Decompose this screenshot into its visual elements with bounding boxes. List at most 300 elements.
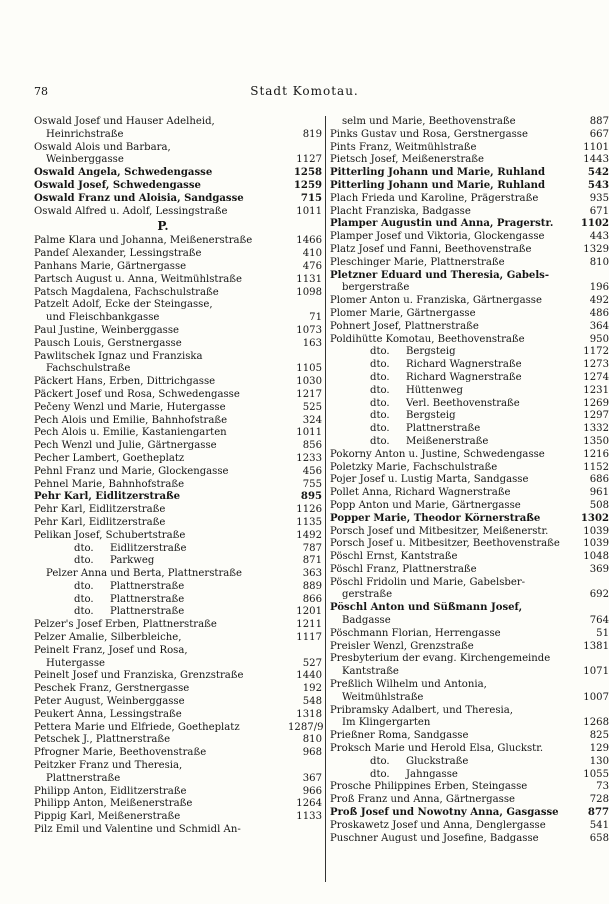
entry-name: Pecher Lambert, Goetheplatz (34, 452, 185, 464)
entry-name: Päckert Hans, Erben, Dittrichgasse (34, 376, 216, 388)
ditto-mark: dto. (370, 423, 390, 435)
entry-name: Poldihütte Komotau, Beethovenstraße (330, 333, 525, 345)
entry-name: Proskawetz Josef und Anna, Denglergasse (330, 819, 546, 831)
entry-name: Pech Alois u. Emilie, Kastaniengarten (34, 427, 227, 439)
house-number: 456 (302, 465, 322, 477)
entry-name: dto. Eidlitzerstraße (74, 542, 187, 554)
house-number: 1350 (583, 435, 609, 447)
section-letter: P. (157, 219, 169, 234)
directory-entry (34, 351, 322, 364)
entry-name: Plach Frieda und Karoline, Prägerstraße (330, 192, 539, 204)
directory-entry (34, 734, 322, 747)
entry-name: dto. Gluckstraße (370, 755, 469, 767)
directory-entry (330, 180, 609, 193)
entry-name: Pojer Josef u. Lustig Marta, Sandgasse (330, 474, 529, 486)
entry-name: Peukert Anna, Lessingstraße (34, 708, 182, 720)
directory-entry (34, 773, 322, 786)
house-number: 196 (589, 282, 609, 294)
directory-entry (34, 312, 322, 325)
column-divider (325, 116, 326, 882)
ditto-mark: dto. (370, 371, 390, 383)
entry-name: Porsch Josef und Mitbesitzer, Meißenerstr. (330, 525, 549, 537)
entry-name: Pausch Louis, Gerstnergasse (34, 337, 182, 349)
directory-entry (330, 756, 609, 769)
entry-name: dto. Bergsteig (370, 346, 456, 358)
directory-entry (330, 244, 609, 257)
house-number: 1273 (583, 359, 609, 371)
directory-entry (330, 705, 609, 718)
directory-entry (330, 359, 609, 372)
house-number: 1011 (296, 205, 322, 217)
house-number: 764 (589, 615, 609, 627)
directory-entry (330, 154, 609, 167)
house-number: 324 (302, 414, 322, 426)
entry-name: Pfrogner Marie, Beethovenstraße (34, 747, 207, 759)
directory-entry (34, 466, 322, 479)
house-number: 1098 (296, 286, 322, 298)
house-number: 889 (302, 580, 322, 592)
entry-name: Weitmühlstraße (342, 691, 424, 703)
entry-name: Plamper Josef und Viktoria, Glockengasse (330, 231, 545, 243)
directory-entry (34, 786, 322, 799)
directory-entry (330, 820, 609, 833)
entry-name: dto. Jahngasse (370, 768, 458, 780)
directory-entry (330, 628, 609, 641)
entry-name: Porsch Josef u. Mitbesitzer, Beethovenstraße (330, 538, 560, 550)
directory-entry (330, 449, 609, 462)
directory-entry (330, 833, 609, 846)
directory-entry (330, 193, 609, 206)
directory-entry (34, 594, 322, 607)
directory-entry (34, 581, 322, 594)
ditto-mark: dto. (370, 346, 390, 358)
entry-name: Pleschinger Marie, Plattnerstraße (330, 256, 505, 268)
directory-entry (330, 666, 609, 679)
entry-name: Badgasse (342, 615, 391, 627)
directory-entry (34, 235, 322, 248)
house-number: 895 (300, 491, 322, 503)
house-number: 543 (587, 179, 609, 191)
directory-entry (34, 116, 322, 129)
house-number: 1172 (583, 346, 609, 358)
entry-name: Philipp Anton, Meißenerstraße (34, 798, 193, 810)
entry-name: Poletzky Marie, Fachschulstraße (330, 461, 498, 473)
entry-name: Pietsch Josef, Meißenerstraße (330, 154, 485, 166)
directory-entry (34, 427, 322, 440)
entry-name: Pinks Gustav und Rosa, Gerstnergasse (330, 128, 528, 140)
entry-name: Placht Franziska, Badgasse (330, 205, 471, 217)
entry-name: Proß Josef und Nowotny Anna, Gasgasse (330, 807, 559, 819)
directory-entry (34, 248, 322, 261)
directory-entry (330, 692, 609, 705)
house-number: 1264 (296, 798, 322, 810)
entry-name: dto. Plattnerstraße (74, 580, 185, 592)
directory-entry (34, 811, 322, 824)
directory-entry (330, 653, 609, 666)
directory-entry (34, 193, 322, 206)
house-number: 866 (302, 593, 322, 605)
directory-entry (330, 769, 609, 782)
house-number: 548 (302, 696, 322, 708)
house-number: 1055 (583, 768, 609, 780)
house-number: 1443 (583, 154, 609, 166)
house-number: 1105 (296, 363, 322, 375)
entry-name: Pelzer Anna und Berta, Plattnerstraße (46, 568, 243, 580)
directory-entry (34, 632, 322, 645)
directory-entry (34, 142, 322, 155)
house-number: 658 (589, 832, 609, 844)
ditto-mark: dto. (370, 435, 390, 447)
house-number: 1258 (293, 167, 322, 179)
directory-entry (34, 709, 322, 722)
house-number: 1201 (296, 606, 322, 618)
entry-name: Pelzer's Josef Erben, Plattnerstraße (34, 619, 217, 631)
entry-name: Preisler Wenzl, Grenzstraße (330, 640, 474, 652)
entry-name: Plamper Augustin und Anna, Pragerstr. (330, 218, 554, 230)
directory-entry (330, 321, 609, 334)
house-number: 1011 (296, 427, 322, 439)
entry-name: Pöschmann Florian, Herrengasse (330, 627, 501, 639)
house-number: 877 (587, 807, 609, 819)
entry-name: Oswald Franz und Aloisia, Sandgasse (34, 192, 244, 204)
house-number: 755 (302, 478, 322, 490)
house-number: 367 (302, 772, 322, 784)
entry-name: dto. Verl. Beethovenstraße (370, 397, 520, 409)
house-number: 1133 (296, 811, 322, 823)
directory-entry (34, 376, 322, 389)
ditto-mark: dto. (74, 542, 94, 554)
entry-name: selm und Marie, Beethovenstraße (342, 116, 516, 127)
directory-entry (330, 615, 609, 628)
ditto-mark: dto. (370, 755, 390, 767)
house-number: 887 (589, 116, 609, 127)
entry-name: Pehnel Marie, Bahnhofstraße (34, 478, 185, 490)
directory-entry (330, 589, 609, 602)
directory-entry (34, 555, 322, 568)
directory-entry (34, 658, 322, 671)
entry-name: dto. Hüttenweg (370, 384, 463, 396)
entry-name: dto. Plattnerstraße (370, 423, 481, 435)
directory-entry (330, 346, 609, 359)
ditto-mark: dto. (370, 410, 390, 422)
house-number: 1126 (296, 504, 322, 516)
directory-entry (330, 781, 609, 794)
directory-entry (34, 517, 322, 530)
entry-name: Pokorny Anton u. Justine, Schwedengasse (330, 448, 545, 460)
house-number: 51 (596, 627, 609, 639)
directory-entry (330, 436, 609, 449)
house-number: 810 (302, 734, 322, 746)
directory-entry (34, 287, 322, 300)
house-number: 968 (302, 747, 322, 759)
entry-name: Peschek Franz, Gerstnergasse (34, 683, 190, 695)
house-number: 508 (589, 499, 609, 511)
house-number: 728 (589, 794, 609, 806)
directory-entry (330, 206, 609, 219)
house-number: 1466 (296, 235, 322, 247)
directory-entry (34, 683, 322, 696)
ditto-mark: dto. (370, 359, 390, 371)
house-number: 871 (302, 555, 322, 567)
directory-entry (34, 154, 322, 167)
house-number: 1381 (583, 640, 609, 652)
right-column (330, 116, 609, 845)
house-number: 492 (589, 295, 609, 307)
directory-entry (330, 462, 609, 475)
directory-entry (330, 218, 609, 231)
house-number: 1329 (583, 243, 609, 255)
directory-entry (330, 116, 609, 129)
house-number: 129 (589, 743, 609, 755)
directory-entry (34, 760, 322, 773)
house-number: 819 (302, 128, 322, 140)
house-number: 525 (302, 401, 322, 413)
house-number: 1039 (583, 538, 609, 550)
house-number: 1217 (296, 388, 322, 400)
entry-name: Pints Franz, Weitmühlstraße (330, 141, 477, 153)
entry-name: Prießner Roma, Sandgasse (330, 730, 469, 742)
entry-name: Pöschl Anton und Süßmann Josef, (330, 602, 523, 614)
house-number: 1287/9 (288, 721, 324, 733)
directory-entry (330, 487, 609, 500)
directory-entry (34, 402, 322, 415)
entry-name: Pitterling Johann und Marie, Ruhland (330, 179, 546, 191)
directory-entry (330, 807, 609, 820)
ditto-mark: dto. (370, 384, 390, 396)
directory-entry (330, 167, 609, 180)
entry-name: Pehr Karl, Eidlitzerstraße (34, 491, 181, 503)
directory-entry (330, 410, 609, 423)
house-number: 1440 (296, 670, 322, 682)
house-number: 961 (589, 487, 609, 499)
directory-entry (330, 526, 609, 539)
directory-entry (34, 180, 322, 193)
directory-entry (34, 696, 322, 709)
entry-name: Patzelt Adolf, Ecke der Steingasse, (34, 299, 213, 311)
directory-entry (34, 440, 322, 453)
directory-entry (34, 504, 322, 517)
entry-name: Heinrichstraße (46, 128, 124, 140)
directory-entry (330, 334, 609, 347)
directory-entry (34, 491, 322, 504)
house-number: 410 (302, 248, 322, 260)
house-number: 950 (589, 333, 609, 345)
directory-entry (330, 142, 609, 155)
directory-entry (330, 474, 609, 487)
directory-entry (330, 794, 609, 807)
entry-name: dto. Plattnerstraße (74, 606, 185, 618)
directory-entry (330, 372, 609, 385)
directory-entry (330, 257, 609, 270)
house-number: 787 (302, 542, 322, 554)
entry-name: Plomer Anton u. Franziska, Gärtnergasse (330, 295, 542, 307)
entry-name: Pečeny Wenzl und Marie, Hutergasse (34, 401, 226, 413)
directory-entry (330, 270, 609, 283)
house-number: 542 (587, 167, 609, 179)
entry-name: Puschner August und Josefine, Badgasse (330, 832, 539, 844)
house-number: 486 (589, 307, 609, 319)
entry-name: Pehnl Franz und Marie, Glockengasse (34, 465, 229, 477)
directory-entry (34, 338, 322, 351)
house-number: 163 (302, 337, 322, 349)
entry-name: Oswald Angela, Schwedengasse (34, 167, 213, 179)
house-number: 1101 (583, 141, 609, 153)
house-number: 1233 (296, 452, 322, 464)
entry-name: dto. Richard Wagnerstraße (370, 371, 522, 383)
ditto-mark: dto. (74, 580, 94, 592)
house-number: 1216 (583, 448, 609, 460)
directory-entry (330, 679, 609, 692)
house-number: 715 (300, 192, 322, 204)
entry-name: dto. Meißenerstraße (370, 435, 489, 447)
ditto-mark: dto. (74, 606, 94, 618)
house-number: 966 (302, 785, 322, 797)
entry-name: Popp Anton und Marie, Gärtnergasse (330, 499, 521, 511)
house-number: 686 (589, 474, 609, 486)
directory-entry (330, 717, 609, 730)
house-number: 1007 (583, 691, 609, 703)
directory-entry (34, 453, 322, 466)
house-number: 1297 (583, 410, 609, 422)
entry-name: dto. Bergsteig (370, 410, 456, 422)
house-number: 1268 (583, 717, 609, 729)
page-title: Stadt Komotau. (250, 84, 359, 98)
house-number: 667 (589, 128, 609, 140)
entry-name: Pöschl Fridolin und Marie, Gabelsber- (330, 576, 526, 588)
directory-entry (330, 641, 609, 654)
entry-name: Pletzner Eduard und Theresia, Gabels- (330, 269, 550, 281)
house-number: 671 (589, 205, 609, 217)
house-number: 1302 (580, 512, 609, 524)
directory-entry (330, 730, 609, 743)
directory-entry (34, 645, 322, 658)
directory-entry (330, 129, 609, 142)
entry-name: Pilz Emil und Valentine und Schmidl An- (34, 824, 241, 836)
house-number: 476 (302, 260, 322, 272)
directory-entry (34, 530, 322, 543)
house-number: 1030 (296, 376, 322, 388)
entry-name: Pandeſ Alexander, Lessingstraße (34, 248, 202, 260)
house-number: 1211 (296, 619, 322, 631)
ditto-mark: dto. (74, 593, 94, 605)
directory-entry (34, 606, 322, 619)
entry-name: und Fleischbankgasse (46, 312, 160, 324)
page-number: 78 (34, 85, 48, 98)
ditto-mark: dto. (370, 397, 390, 409)
house-number: 1318 (296, 708, 322, 720)
entry-name: Oswald Alois und Barbara, (34, 141, 171, 153)
entry-name: Paul Justine, Weinberggasse (34, 324, 179, 336)
house-number: 1102 (580, 218, 609, 230)
entry-name: Patsch Magdalena, Fachschulstraße (34, 286, 219, 298)
house-number: 1259 (293, 179, 322, 191)
entry-name: gerstraße (342, 589, 393, 601)
house-number: 935 (589, 192, 609, 204)
entry-name: Plomer Marie, Gärtnergasse (330, 307, 476, 319)
house-number: 1135 (296, 516, 322, 528)
directory-entry (330, 602, 609, 615)
entry-name: Proß Franz und Anna, Gärtnergasse (330, 794, 515, 806)
entry-name: Proksch Marie und Herold Elsa, Gluckstr. (330, 743, 544, 755)
house-number: 541 (589, 819, 609, 831)
house-number: 825 (589, 730, 609, 742)
entry-name: Pohnert Josef, Plattnerstraße (330, 320, 479, 332)
entry-name: Päckert Josef und Rosa, Schwedengasse (34, 388, 240, 400)
directory-entry (34, 261, 322, 274)
entry-name: Peinelt Franz, Josef und Rosa, (34, 644, 188, 656)
directory-entry (330, 385, 609, 398)
entry-name: Plattnerstraße (46, 772, 121, 784)
house-number: 692 (589, 589, 609, 601)
entry-name: Pribramsky Adalbert, und Theresia, (330, 704, 513, 716)
entry-name: Pawlitschek Ignaz und Franziska (34, 350, 203, 362)
entry-name: Popper Marie, Theodor Körnerstraße (330, 512, 541, 524)
directory-entry (330, 282, 609, 295)
entry-name: bergerstraße (342, 282, 410, 294)
directory-entry (34, 274, 322, 287)
house-number: 1117 (296, 632, 322, 644)
house-number: 192 (302, 683, 322, 695)
house-number: 810 (589, 256, 609, 268)
directory-entry (330, 551, 609, 564)
directory-entry (330, 398, 609, 411)
directory-entry (330, 308, 609, 321)
entry-name: Philipp Anton, Eidlitzerstraße (34, 785, 187, 797)
entry-name: Peitzker Franz und Theresia, (34, 760, 183, 772)
house-number: 527 (302, 657, 322, 669)
house-number: 364 (589, 320, 609, 332)
entry-name: Peter August, Weinberggasse (34, 696, 185, 708)
entry-name: Partsch August u. Anna, Weitmühlstraße (34, 273, 243, 285)
house-number: 856 (302, 440, 322, 452)
directory-entry (34, 206, 322, 219)
entry-name: Peinelt Josef und Franziska, Grenzstraße (34, 670, 244, 682)
entry-name: Panhans Marie, Gärtnergasse (34, 260, 187, 272)
entry-name: Pollet Anna, Richard Wagnerstraße (330, 487, 511, 499)
house-number: 71 (309, 312, 322, 324)
house-number: 1073 (296, 324, 322, 336)
ditto-mark: dto. (370, 768, 390, 780)
directory-entry (34, 568, 322, 581)
entry-name: Pehr Karl, Eidlitzerstraße (34, 504, 166, 516)
entry-name: Platz Josef und Fanni, Beethovenstraße (330, 243, 532, 255)
entry-name: Oswald Alfred u. Adolf, Lessingstraße (34, 205, 228, 217)
entry-name: Pelzer Amalie, Silberbleiche, (34, 632, 182, 644)
directory-entry (330, 564, 609, 577)
directory-entry (34, 325, 322, 338)
house-number: 1127 (296, 154, 322, 166)
entry-name: Im Klingergarten (342, 717, 431, 729)
directory-entry (34, 167, 322, 180)
directory-entry (330, 423, 609, 436)
entry-name: dto. Parkweg (74, 555, 155, 567)
directory-entry (330, 743, 609, 756)
house-number: 1071 (583, 666, 609, 678)
house-number: 1152 (583, 461, 609, 473)
directory-entry (34, 722, 322, 735)
house-number: 1492 (296, 529, 322, 541)
entry-name: Prosche Philippines Erben, Steingasse (330, 781, 528, 793)
directory-entry (34, 747, 322, 760)
entry-name: Fachschulstraße (46, 363, 131, 375)
directory-entry (330, 577, 609, 590)
entry-name: Oswald Josef und Hauser Adelheid, (34, 116, 215, 127)
directory-entry (330, 538, 609, 551)
directory-entry (34, 824, 322, 837)
house-number: 369 (589, 563, 609, 575)
entry-name: Pech Wenzl und Julie, Gärtnergasse (34, 440, 217, 452)
ditto-mark: dto. (74, 555, 94, 567)
